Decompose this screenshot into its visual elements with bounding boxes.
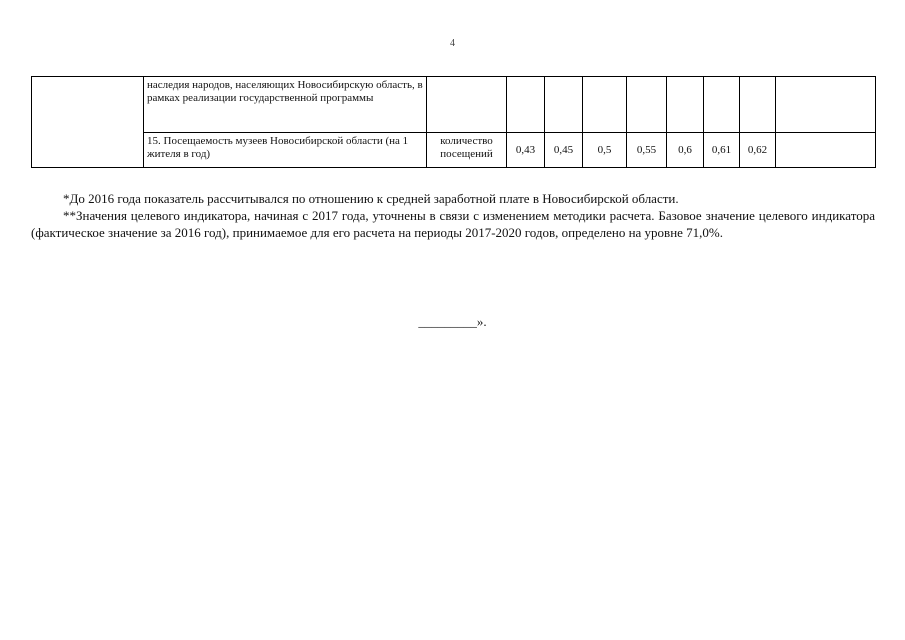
footnotes bbox=[31, 190, 875, 241]
indicator-name-cell: 15. Посещаемость музеев Новосибирской области (на 1 жителя в год) bbox=[144, 133, 427, 168]
value-cell: 0,5 bbox=[583, 133, 627, 168]
table-row-museum-attendance bbox=[32, 133, 876, 168]
value-cell bbox=[507, 77, 545, 133]
indicators-table bbox=[31, 76, 876, 168]
table-row-heritage bbox=[32, 77, 876, 133]
indicator-name-cell: наследия народов, населяющих Новосибирскую область, в рамках реализации государственной программы bbox=[144, 77, 427, 133]
unit-cell bbox=[427, 77, 507, 133]
value-cell bbox=[704, 77, 740, 133]
value-cell bbox=[583, 77, 627, 133]
value-cell: 0,55 bbox=[627, 133, 667, 168]
footnote-salary: *До 2016 года показатель рассчитывался по отношению к средней заработной плате в Новосибирской области. bbox=[63, 191, 679, 206]
unit-cell: количество посещений bbox=[427, 133, 507, 168]
value-cell bbox=[776, 77, 876, 133]
closing-mark: _________». bbox=[418, 314, 487, 329]
value-cell: 0,45 bbox=[545, 133, 583, 168]
value-cell bbox=[667, 77, 704, 133]
footnote-target-indicator: **Значения целевого индикатора, начиная с 2017 года, уточнены в связи с изменением методики расчета. Базовое значение целевого индикатора (фактическое значение за 2016 год), принимаемое для его расчета на периоды 2017-2020 годов, определено на уровне 71,0%. bbox=[31, 208, 875, 240]
value-cell: 0,43 bbox=[507, 133, 545, 168]
value-cell bbox=[545, 77, 583, 133]
value-cell: 0,6 bbox=[667, 133, 704, 168]
value-cell bbox=[740, 77, 776, 133]
table-cell-blank bbox=[32, 77, 144, 168]
value-cell: 0,61 bbox=[704, 133, 740, 168]
value-cell bbox=[627, 77, 667, 133]
page-number: 4 bbox=[450, 38, 455, 49]
value-cell: 0,62 bbox=[740, 133, 776, 168]
value-cell bbox=[776, 133, 876, 168]
